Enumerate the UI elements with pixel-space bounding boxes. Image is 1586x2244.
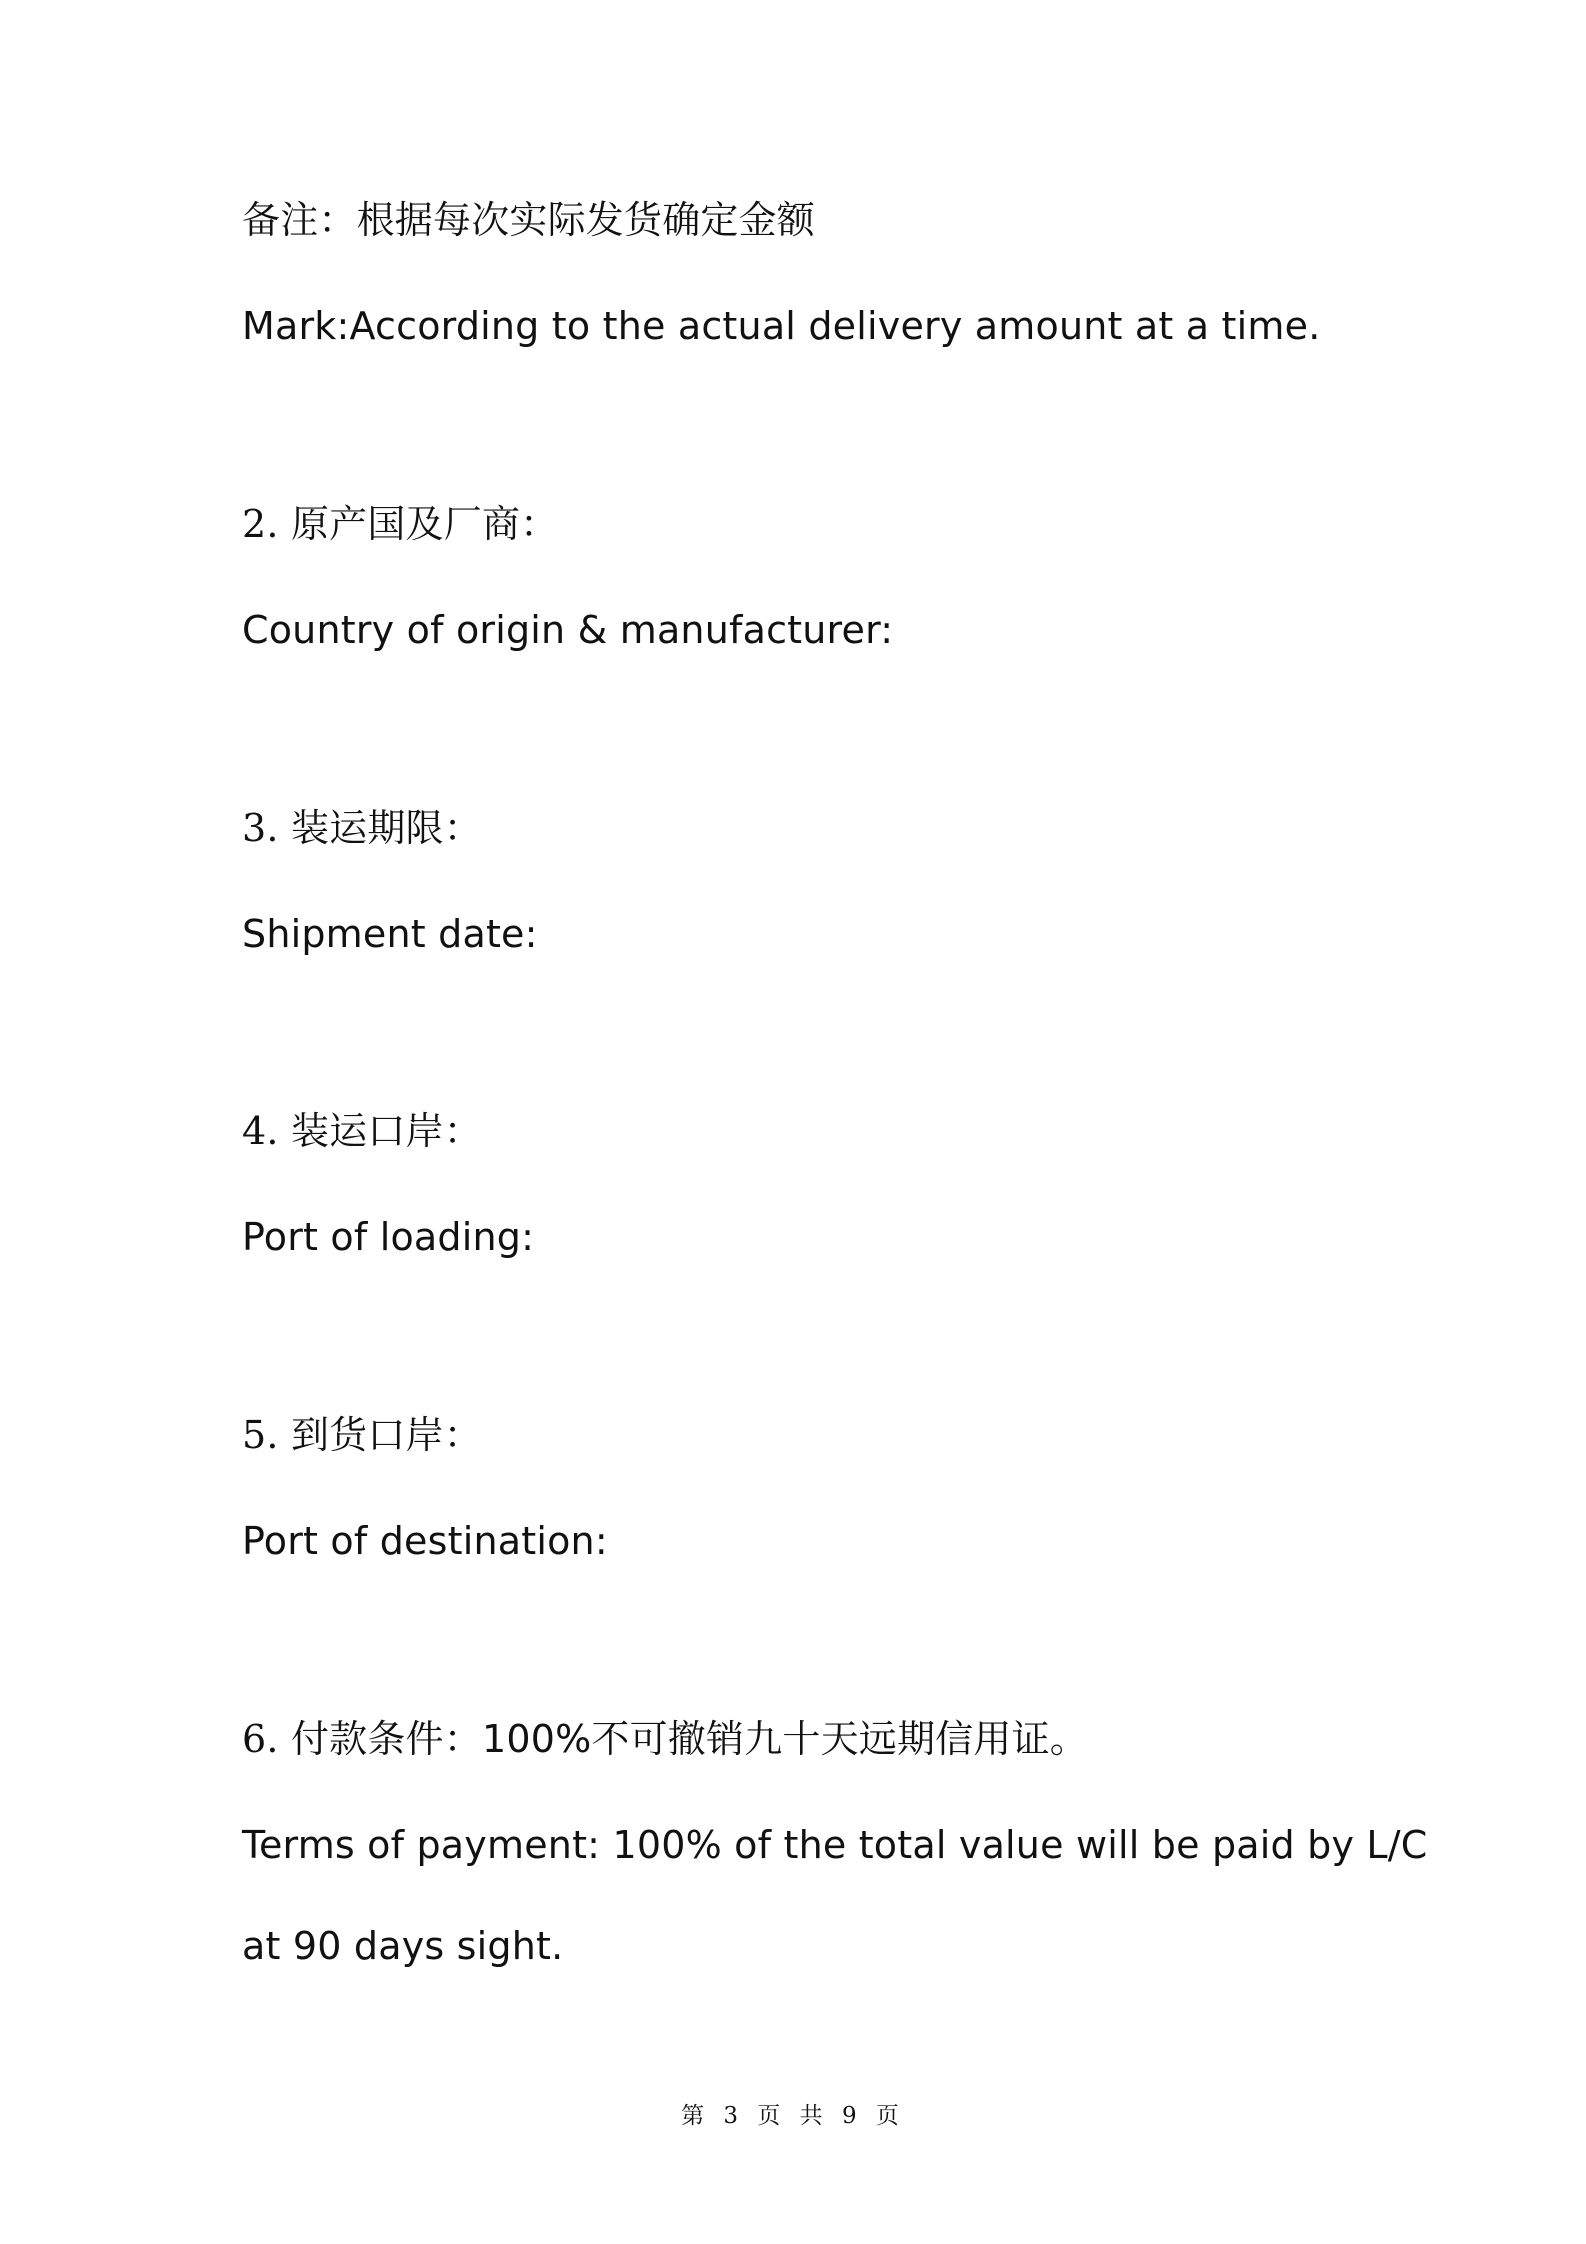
item-number: 5.	[242, 1413, 279, 1457]
item-heading-cn: 付款条件：100%不可撤销九十天远期信用证。	[290, 1717, 1088, 1761]
item-6-heading-cn	[242, 1715, 1088, 1763]
item-3-heading-en: Shipment date:	[242, 912, 538, 956]
item-4-heading-cn	[242, 1107, 482, 1155]
item-2-heading-en: Country of origin & manufacturer:	[242, 608, 894, 652]
item-number: 2.	[242, 502, 279, 546]
item-5-heading-en: Port of destination:	[242, 1519, 608, 1563]
item-number: 3.	[242, 806, 279, 850]
item-3-heading-cn	[242, 804, 482, 852]
item-4-heading-en: Port of loading:	[242, 1215, 535, 1259]
item-number: 4.	[242, 1109, 279, 1153]
item-heading-cn: 到货口岸：	[290, 1413, 482, 1457]
item-heading-cn: 装运期限：	[290, 806, 482, 850]
page-number-footer: 第 3 页 共 9 页	[681, 2103, 905, 2129]
item-heading-cn: 装运口岸：	[290, 1109, 482, 1153]
remark-en: Mark:According to the actual delivery amount at a time.	[242, 304, 1321, 348]
item-number: 6.	[242, 1717, 279, 1761]
item-5-heading-cn	[242, 1411, 482, 1459]
item-heading-cn: 原产国及厂商：	[290, 502, 559, 546]
remark-cn: 备注：根据每次实际发货确定金额	[242, 198, 816, 242]
item-6-heading-en-continued: at 90 days sight.	[242, 1924, 564, 1968]
item-2-heading-cn	[242, 500, 558, 548]
item-6-heading-en: Terms of payment: 100% of the total value will be paid by L/C	[242, 1823, 1428, 1867]
